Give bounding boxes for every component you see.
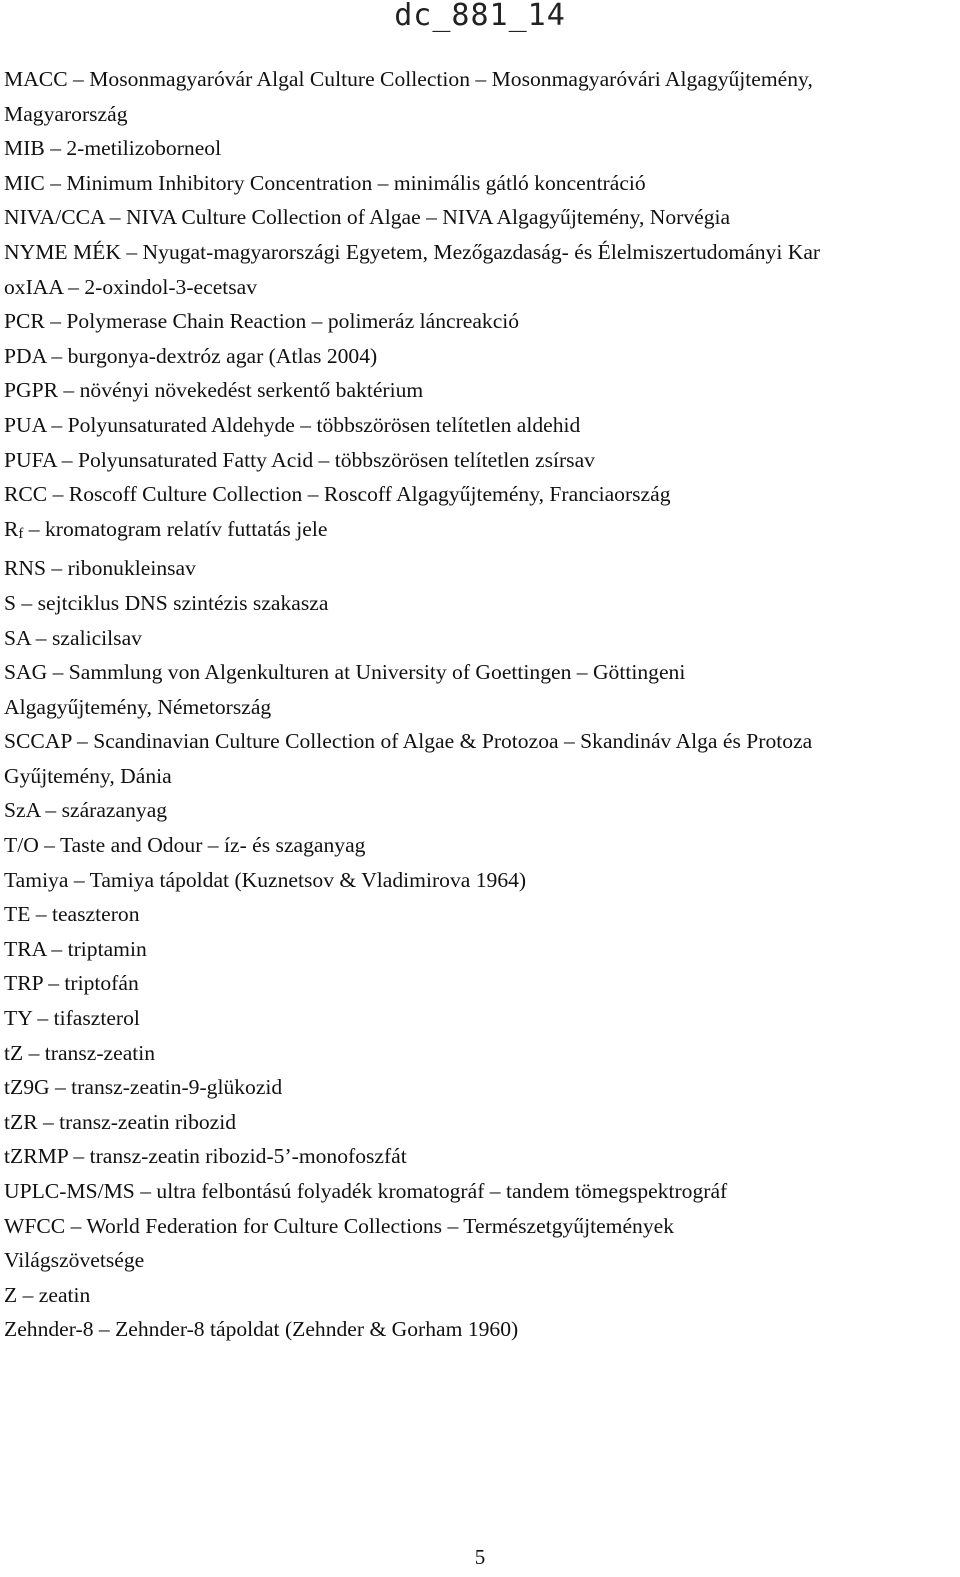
abbreviation-line: RNS – ribonukleinsav [4,556,196,581]
abbreviation-line: tZ – transz-zeatin [4,1040,156,1065]
abbreviation-line: MACC – Mosonmagyaróvár Algal Culture Collection – Mosonmagyaróvári Algagyűjtemény, [4,67,813,91]
page-number: 5 [474,1545,486,1569]
abbreviation-line: NIVA/CCA – NIVA Culture Collection of Algae – NIVA Algagyűjtemény, Norvégia [4,205,731,230]
abbreviation-line: WFCC – World Federation for Culture Collections – Természetgyűjtemények [4,1213,675,1238]
subscript-f: f [18,525,24,542]
abbreviation-line: MIB – 2-metilizoborneol [4,136,222,161]
abbreviation-list [4,62,956,1347]
abbreviation-line: TRA – triptamin [4,936,147,961]
abbreviation-line: PGPR – növényi növekedést serkentő baktérium [4,378,424,403]
abbreviation-line: SCCAP – Scandinavian Culture Collection of Algae & Protozoa – Skandináv Alga és Protoza [4,729,813,754]
abbreviation-line: Algagyűjtemény, Németország [4,694,272,719]
abbreviation-line: NYME MÉK – Nyugat-magyarországi Egyetem, Mezőgazdaság- és Élelmiszertudományi Kar [4,239,821,264]
abbreviation-line: SAG – Sammlung von Algenkulturen at University of Goettingen – Göttingeni [4,660,686,685]
abbreviation-line: MIC – Minimum Inhibitory Concentration – minimális gátló koncentráció [4,170,646,195]
abbreviation-line: TY – tifaszterol [4,1006,140,1031]
abbreviation-line: TE – teaszteron [4,902,140,927]
document-id-header: dc_881_14 [394,0,566,33]
abbreviation-line: Gyűjtemény, Dánia [4,763,172,788]
abbreviation-line: SzA – szárazanyag [4,798,168,823]
abbreviation-line: tZR – transz-zeatin ribozid [4,1109,237,1134]
abbreviation-line: RCC – Roscoff Culture Collection – Roscoff Algagyűjtemény, Franciaország [4,482,671,507]
abbreviation-line: S – sejtciklus DNS szintézis szakasza [4,590,329,615]
abbreviation-line: oxIAA – 2-oxindol-3-ecetsav [4,274,258,299]
abbreviation-line: PUFA – Polyunsaturated Fatty Acid – többszörösen telítetlen zsírsav [4,447,595,472]
abbreviation-line: Zehnder-8 – Zehnder-8 tápoldat (Zehnder & Gorham 1960) [4,1317,519,1342]
abbreviation-line: tZRMP – transz-zeatin ribozid-5’-monofoszfát [4,1144,407,1169]
abbreviation-line: Z – zeatin [4,1282,91,1307]
abbreviation-line: SA – szalicilsav [4,625,142,650]
abbreviation-line: PUA – Polyunsaturated Aldehyde – többszörösen telítetlen aldehid [4,412,581,437]
abbreviation-line: Rf – kromatogram relatív futtatás jele [4,516,328,542]
abbreviation-line: Világszövetsége [4,1248,145,1273]
abbreviation-line: T/O – Taste and Odour – íz- és szaganyag [4,833,366,858]
abbreviation-line: tZ9G – transz-zeatin-9-glükozid [4,1075,283,1100]
abbreviation-line: Magyarország [4,101,128,126]
abbreviation-line: Tamiya – Tamiya tápoldat (Kuznetsov & Vladimirova 1964) [4,867,527,892]
abbreviation-line: PDA – burgonya-dextróz agar (Atlas 2004) [4,343,378,368]
abbreviation-line: PCR – Polymerase Chain Reaction – polimeráz láncreakció [4,309,520,334]
abbreviation-line: UPLC-MS/MS – ultra felbontású folyadék kromatográf – tandem tömegspektrográf [4,1179,728,1203]
abbreviation-line: TRP – triptofán [4,971,139,996]
